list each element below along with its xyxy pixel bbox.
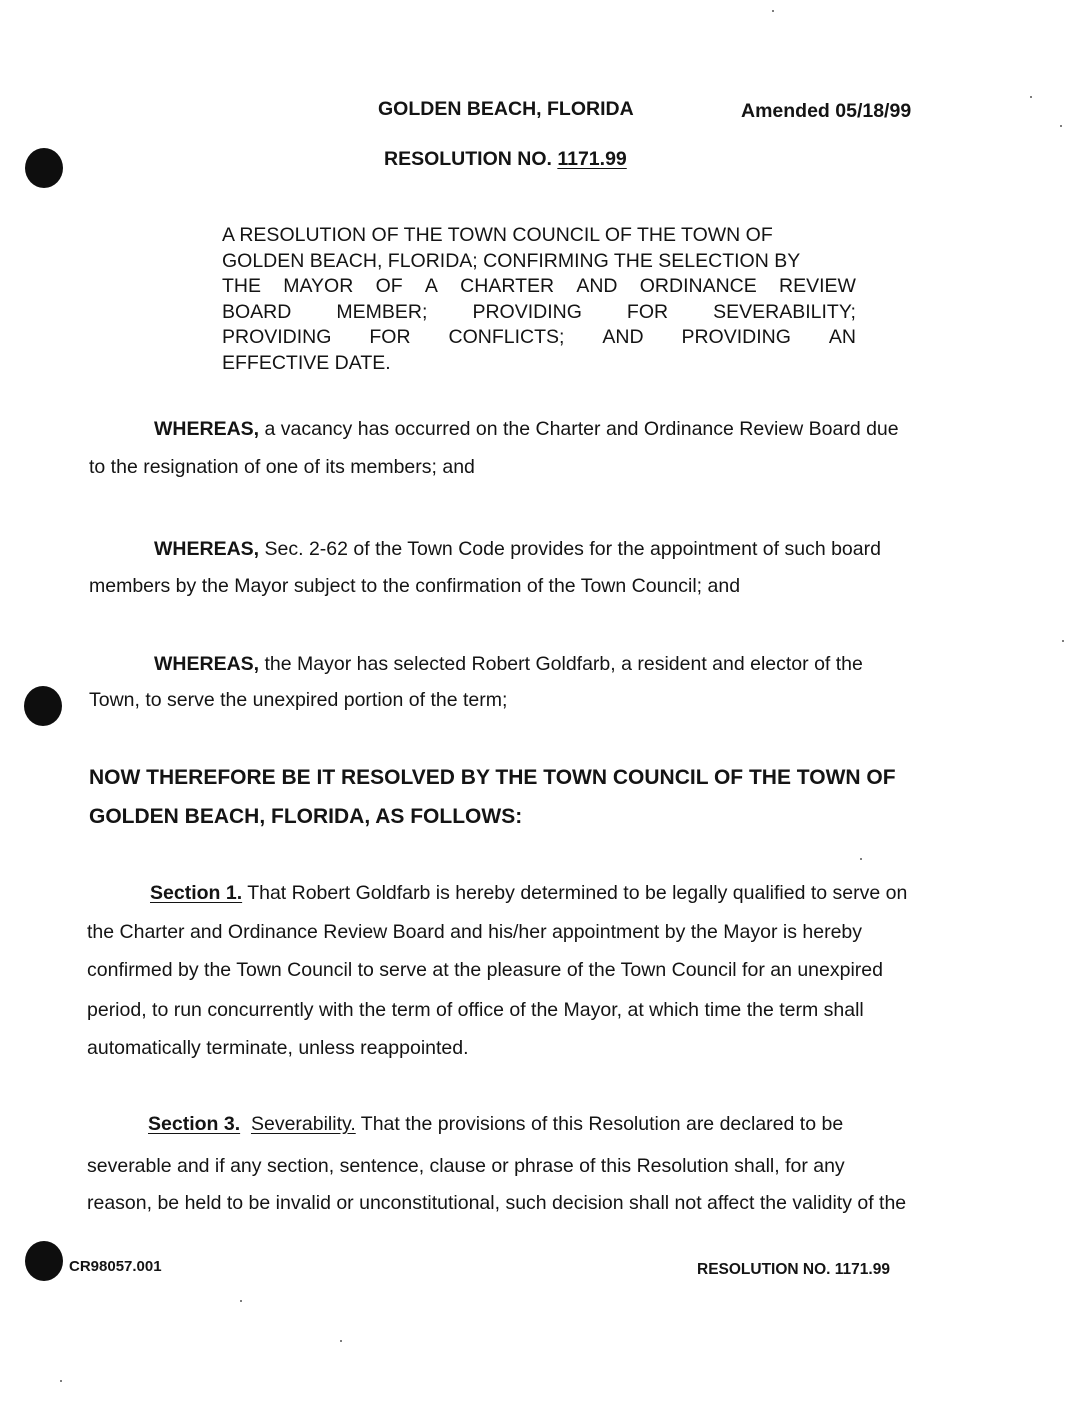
scan-speck [772,10,774,12]
scan-speck [1062,640,1064,642]
section-3-sublabel: Severability. [250,1113,356,1135]
binder-hole-top [25,148,63,188]
section-3-label: Section 3. [148,1113,241,1135]
header-town: GOLDEN BEACH, FLORIDA [378,98,634,120]
title-block-line: GOLDEN BEACH, FLORIDA; CONFIRMING THE SELECTION BY [222,250,801,272]
title-block-word: A [424,275,438,297]
title-block-word: MAYOR [283,275,354,297]
resolved-clause-line-1: NOW THEREFORE BE IT RESOLVED BY THE TOWN COUNCIL OF THE TOWN OF [89,766,896,789]
title-block-word: MEMBER; [336,301,428,323]
title-block-word: FOR [369,326,411,348]
footer-doc-code: CR98057.001 [69,1258,162,1275]
title-block-word: PROVIDING [472,301,582,323]
title-block-word: FOR [626,301,669,323]
section-1-line-1 [150,882,907,905]
scan-speck [860,858,862,860]
whereas-2-line-2: members by the Mayor subject to the confirmation of the Town Council; and [89,575,741,597]
whereas-2-text: Sec. 2-62 of the Town Code provides for the appointment of such board [259,538,881,560]
section-3-text: That the provisions of this Resolution are declared to be [355,1113,844,1135]
scan-speck [340,1340,342,1342]
section-3-line-2: severable and if any section, sentence, clause or phrase of this Resolution shall, for any [87,1155,845,1177]
section-1-line-4: period, to run concurrently with the term of office of the Mayor, at which time the term shall [87,999,864,1021]
whereas-3-line-2: Town, to serve the unexpired portion of the term; [89,689,508,711]
title-block-line: A RESOLUTION OF THE TOWN COUNCIL OF THE TOWN OF [222,224,773,246]
whereas-2-line-1 [154,538,881,561]
resolution-label: RESOLUTION NO. [384,148,558,170]
section-1-line-2: the Charter and Ordinance Review Board and his/her appointment by the Mayor is hereby [87,921,863,943]
title-block-line: EFFECTIVE DATE. [222,352,391,374]
resolution-number-heading [384,148,627,171]
binder-hole-middle [24,686,62,726]
title-block-word: AND [576,275,618,297]
whereas-1-line-1 [154,418,899,441]
section-1-line-3: confirmed by the Town Council to serve at the pleasure of the Town Council for an unexpired [87,959,883,981]
title-block-word: SEVERABILITY; [713,301,856,323]
section-1-line-5: automatically terminate, unless reappointed. [87,1037,469,1059]
whereas-1-line-2: to the resignation of one of its members; and [89,456,475,478]
header-amended-date: Amended 05/18/99 [741,100,912,122]
title-block-word: PROVIDING [222,326,332,348]
title-block-line [222,275,856,298]
section-1-text: That Robert Goldfarb is hereby determined to be legally qualified to serve on [242,882,908,904]
scan-speck [1060,125,1062,127]
whereas-1-text: a vacancy has occurred on the Charter and Ordinance Review Board due [259,418,899,440]
scan-speck [60,1380,62,1382]
resolution-number: 1171.99 [557,148,627,170]
whereas-keyword: WHEREAS, [154,418,260,440]
title-block-word: OF [375,275,403,297]
title-block-word: BOARD [222,301,292,323]
section-3-line-1 [148,1113,843,1136]
footer-resolution-number: RESOLUTION NO. 1171.99 [697,1261,890,1278]
title-block-word: THE [222,275,261,297]
scan-speck [1030,96,1032,98]
title-block-word: CONFLICTS; [448,326,565,348]
title-block-word: ORDINANCE [639,275,757,297]
section-1-label: Section 1. [150,882,243,904]
title-block-word: AND [602,326,644,348]
whereas-keyword: WHEREAS, [154,653,260,675]
title-block-word: CHARTER [460,275,555,297]
resolved-clause-line-2: GOLDEN BEACH, FLORIDA, AS FOLLOWS: [89,805,523,828]
title-block-word: AN [828,326,856,348]
scan-speck [240,1300,242,1302]
whereas-keyword: WHEREAS, [154,538,260,560]
title-block-line [222,326,856,349]
whereas-3-text: the Mayor has selected Robert Goldfarb, a resident and elector of the [259,653,863,675]
binder-hole-bottom [25,1241,63,1281]
title-block-word: REVIEW [779,275,856,297]
whereas-3-line-1 [154,653,863,676]
section-3-line-3: reason, be held to be invalid or unconstitutional, such decision shall not affect the validity of the [87,1192,907,1214]
title-block-line [222,301,856,324]
title-block-word: PROVIDING [681,326,791,348]
